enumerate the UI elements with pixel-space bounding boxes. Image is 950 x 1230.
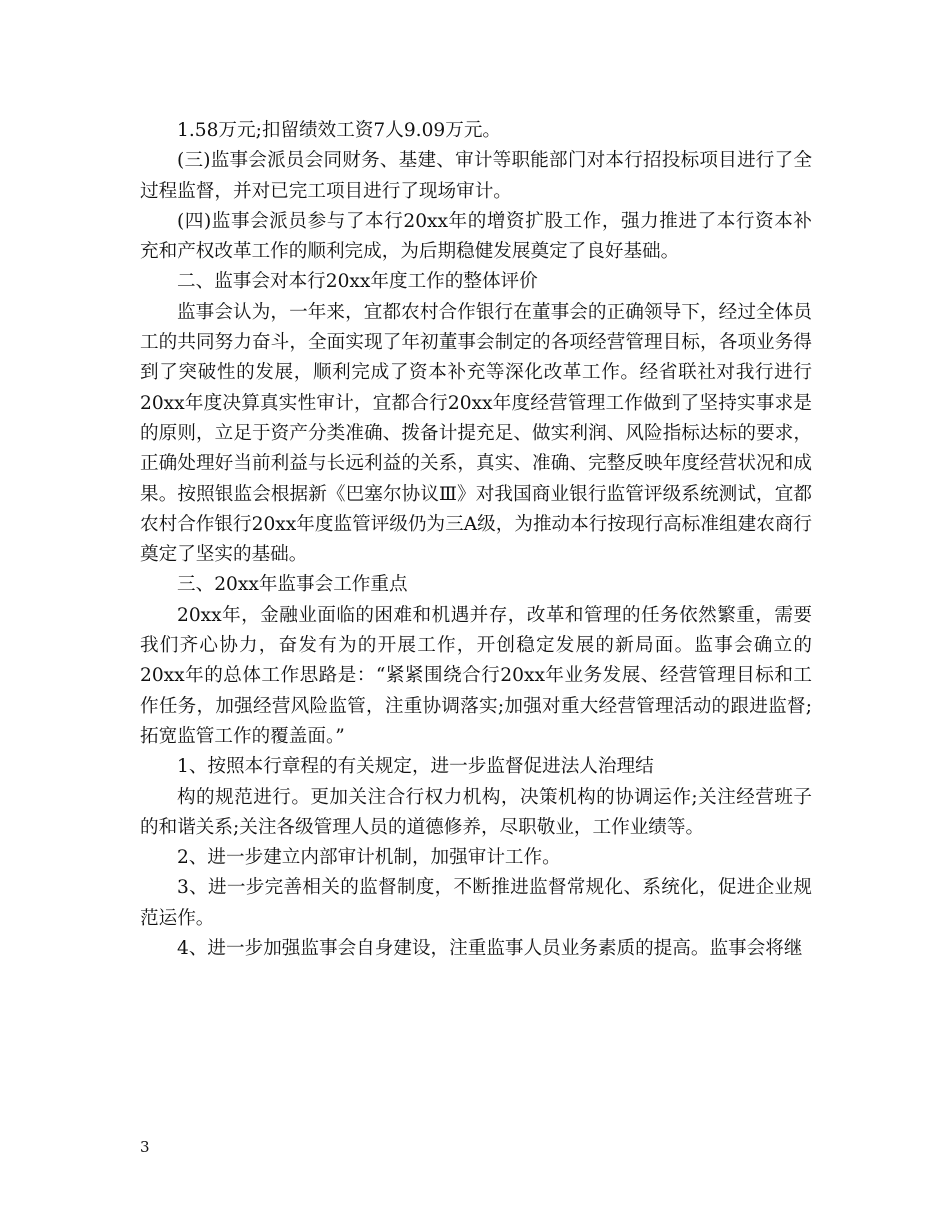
paragraph: 20xx年，金融业面临的困难和机遇并存，改革和管理的任务依然繁重，需要我们齐心协力，奋发有为的开展工作，开创稳定发展的新局面。监事会确立的20xx年的总体工作思路是：“紧紧围绕合行20xx年业务发展、经营管理目标和工作任务，加强经营风险监管，注重协调落实;加强对重大经营管理活动的跟进监督;拓宽监管工作的覆盖面。” [140, 604, 812, 747]
paragraph: (四)监事会派员参与了本行20xx年的增资扩股工作，强力推进了本行资本补充和产权改革工作的顺利完成，为后期稳健发展奠定了良好基础。 [140, 210, 812, 263]
paragraph: 监事会认为，一年来，宜都农村合作银行在董事会的正确领导下，经过全体员工的共同努力奋斗，全面实现了年初董事会制定的各项经营管理目标，各项业务得到了突破性的发展，顺利完成了资本补充等深化改革工作。经省联社对我行进行20xx年度决算真实性审计，宜都合行20xx年度经营管理工作做到了坚持实事求是的原则，立足于资产分类准确、拨备计提充足、做实利润、风险指标达标的要求，正确处理好当前利益与长远利益的关系，真实、准确、完整反映年度经营状况和成果。按照银监会根据新《巴塞尔协议Ⅲ》对我国商业银行监管评级系统测试，宜都农村合作银行20xx年度监管评级仍为三A级，为推动本行按现行高标准组建农商行奠定了坚实的基础。 [140, 301, 812, 566]
document-body [140, 116, 812, 964]
page-number: 3 [140, 1138, 150, 1156]
list-item: 2、进一步建立内部审计机制，加强审计工作。 [177, 847, 561, 869]
section-heading: 三、20xx年监事会工作重点 [177, 574, 408, 596]
paragraph: 1.58万元;扣留绩效工资7人9.09万元。 [177, 120, 502, 141]
list-item: 4、进一步加强监事会自身建设，注重监事人员业务素质的提高。监事会将继 [177, 938, 803, 960]
list-item: 3、进一步完善相关的监督制度，不断推进监督常规化、系统化，促进企业规范运作。 [140, 877, 812, 929]
section-heading: 二、监事会对本行20xx年度工作的整体评价 [177, 271, 538, 293]
paragraph: (三)监事会派员会同财务、基建、审计等职能部门对本行招投标项目进行了全过程监督，并对已完工项目进行了现场审计。 [140, 150, 812, 202]
list-item: 1、按照本行章程的有关规定，进一步监督促进法人治理结 [177, 756, 654, 778]
paragraph: 构的规范进行。更加关注合行权力机构，决策机构的协调运作;关注经营班子的和谐关系;关注各级管理人员的道德修养，尽职敬业，工作业绩等。 [140, 786, 812, 838]
